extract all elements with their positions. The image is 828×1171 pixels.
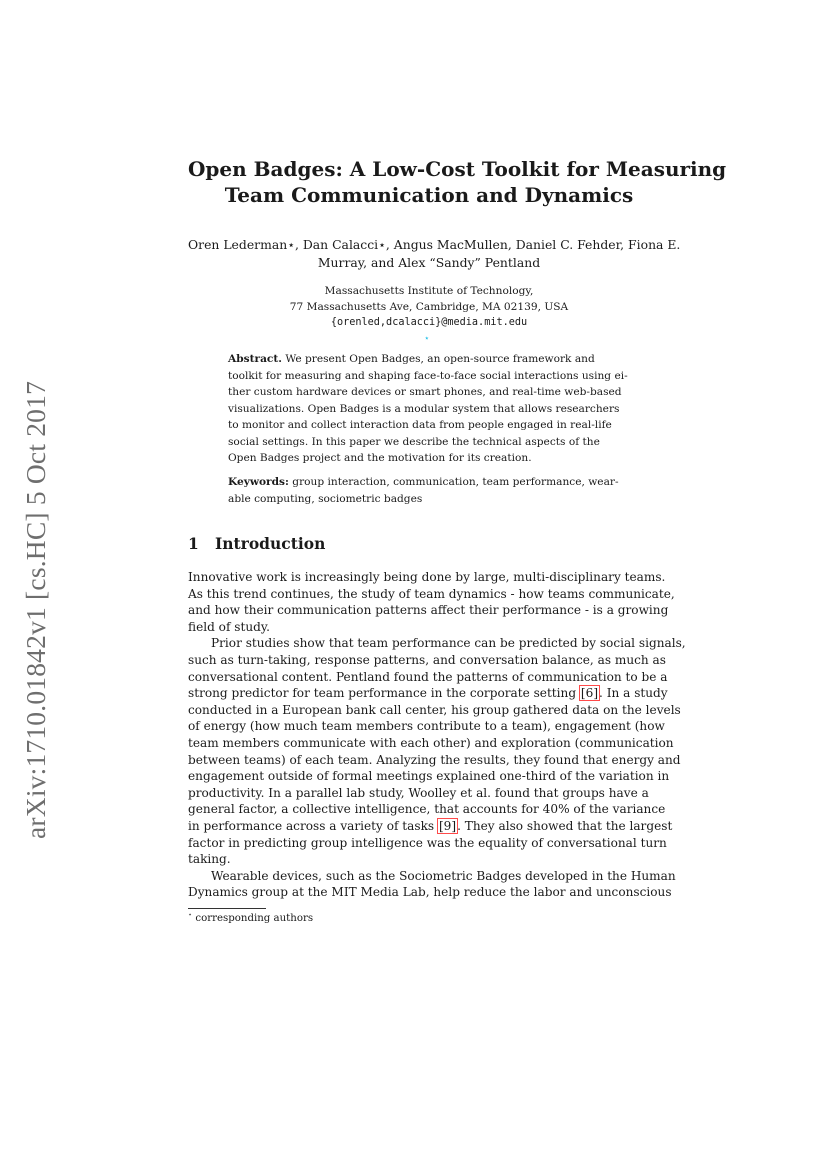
paragraph-line: and how their communication patterns affect their performance - is a growing bbox=[188, 603, 669, 618]
abstract-line: Open Badges project and the motivation for its creation. bbox=[228, 452, 532, 464]
abstract-line: ther custom hardware devices or smart phones, and real-time web-based bbox=[228, 386, 622, 398]
footnote-rule bbox=[188, 908, 266, 909]
abstract-line: visualizations. Open Badges is a modular system that allows researchers bbox=[228, 402, 620, 415]
text-span: . In a study bbox=[599, 686, 668, 701]
paragraph-line: conversational content. Pentland found the patterns of communication to be a bbox=[188, 669, 668, 684]
text-span: . They also showed that the largest bbox=[457, 818, 673, 833]
keywords-line: group interaction, communication, team performance, wear- bbox=[288, 476, 619, 488]
abstract-line: toolkit for measuring and shaping face-to-face social interactions using ei- bbox=[228, 369, 628, 382]
section-heading bbox=[188, 533, 325, 555]
paragraph-line: taking. bbox=[188, 852, 231, 867]
paragraph-line: team members communicate with each other) and exploration (communication bbox=[188, 735, 674, 750]
footnote bbox=[188, 912, 313, 926]
paragraph-line: conducted in a European bank call center, his group gathered data on the levels bbox=[188, 702, 681, 717]
paragraph-line bbox=[188, 818, 673, 835]
author-line-2: Murray, and Alex “Sandy” Pentland bbox=[317, 255, 541, 270]
paragraph-line: productivity. In a parallel lab study, Woolley et al. found that groups have a bbox=[188, 785, 649, 800]
text-span: strong predictor for team performance in the corporate setting bbox=[188, 686, 580, 701]
citation-label: [6] bbox=[580, 686, 599, 701]
title-line-2: Team Communication and Dynamics bbox=[224, 183, 634, 207]
abstract-line: We present Open Badges, an open-source framework and bbox=[281, 353, 595, 365]
paper-title bbox=[188, 156, 727, 208]
title-line-1: Open Badges: A Low-Cost Toolkit for Measuring bbox=[188, 157, 727, 181]
paragraph-line: factor in predicting group intelligence was the equality of conversational turn bbox=[188, 835, 667, 850]
paragraph-line: of energy (how much team members contribute to a team), engagement (how bbox=[188, 719, 665, 734]
keywords-line: able computing, sociometric badges bbox=[228, 492, 423, 505]
citation-label: [9] bbox=[438, 818, 457, 833]
body-text bbox=[188, 569, 686, 901]
institution: Massachusetts Institute of Technology, bbox=[324, 285, 534, 297]
paragraph-line: general factor, a collective intelligence, that accounts for 40% of the variance bbox=[188, 802, 666, 817]
affiliation bbox=[188, 283, 670, 331]
address: 77 Massachusetts Ave, Cambridge, MA 02139, USA bbox=[289, 301, 569, 313]
keywords bbox=[228, 474, 630, 507]
keywords-label: Keywords: bbox=[228, 476, 289, 488]
footnote-mark: ⋆ bbox=[188, 910, 193, 919]
citation-link-6[interactable] bbox=[580, 686, 599, 700]
paragraph-line: Innovative work is increasingly being done by large, multi-disciplinary teams. bbox=[188, 570, 666, 584]
citation-link-9[interactable] bbox=[438, 819, 457, 833]
paragraph-line: As this trend continues, the study of team dynamics - how teams communicate, bbox=[188, 586, 675, 601]
paragraph-line: between teams) of each team. Analyzing the results, they found that energy and bbox=[188, 752, 681, 767]
author-list bbox=[188, 236, 681, 272]
paragraph-line: engagement outside of formal meetings explained one-third of the variation in bbox=[188, 769, 670, 784]
text-span: in performance across a variety of tasks bbox=[188, 818, 438, 833]
abstract-line: social settings. In this paper we describe the technical aspects of the bbox=[228, 435, 600, 448]
paragraph-line: Prior studies show that team performance can be predicted by social signals, bbox=[211, 636, 686, 651]
abstract-label: Abstract. bbox=[228, 353, 282, 365]
paragraph-line: such as turn-taking, response patterns, and conversation balance, as much as bbox=[188, 652, 666, 667]
arxiv-identifier: arXiv:1710.01842v1 [cs.HC] 5 Oct 2017 bbox=[20, 380, 51, 840]
star-mark: ⋆ bbox=[424, 334, 430, 344]
paragraph-line bbox=[188, 685, 670, 702]
paragraph-line: Dynamics group at the MIT Media Lab, help reduce the labor and unconscious bbox=[188, 885, 672, 900]
footnote-text: corresponding authors bbox=[192, 913, 314, 924]
author-line-1: Oren Lederman⋆, Dan Calacci⋆, Angus MacMullen, Daniel C. Fehder, Fiona E. bbox=[188, 237, 681, 252]
paragraph-line: Wearable devices, such as the Sociometric Badges developed in the Human bbox=[211, 868, 676, 883]
paragraph-line: field of study. bbox=[188, 619, 270, 634]
email-addresses: {orenled,dcalacci}@media.mit.edu bbox=[330, 317, 528, 328]
section-title: Introduction bbox=[215, 534, 326, 553]
abstract-line: to monitor and collect interaction data from people engaged in real-life bbox=[228, 419, 612, 431]
abstract bbox=[228, 351, 630, 467]
section-number: 1 bbox=[188, 534, 199, 553]
